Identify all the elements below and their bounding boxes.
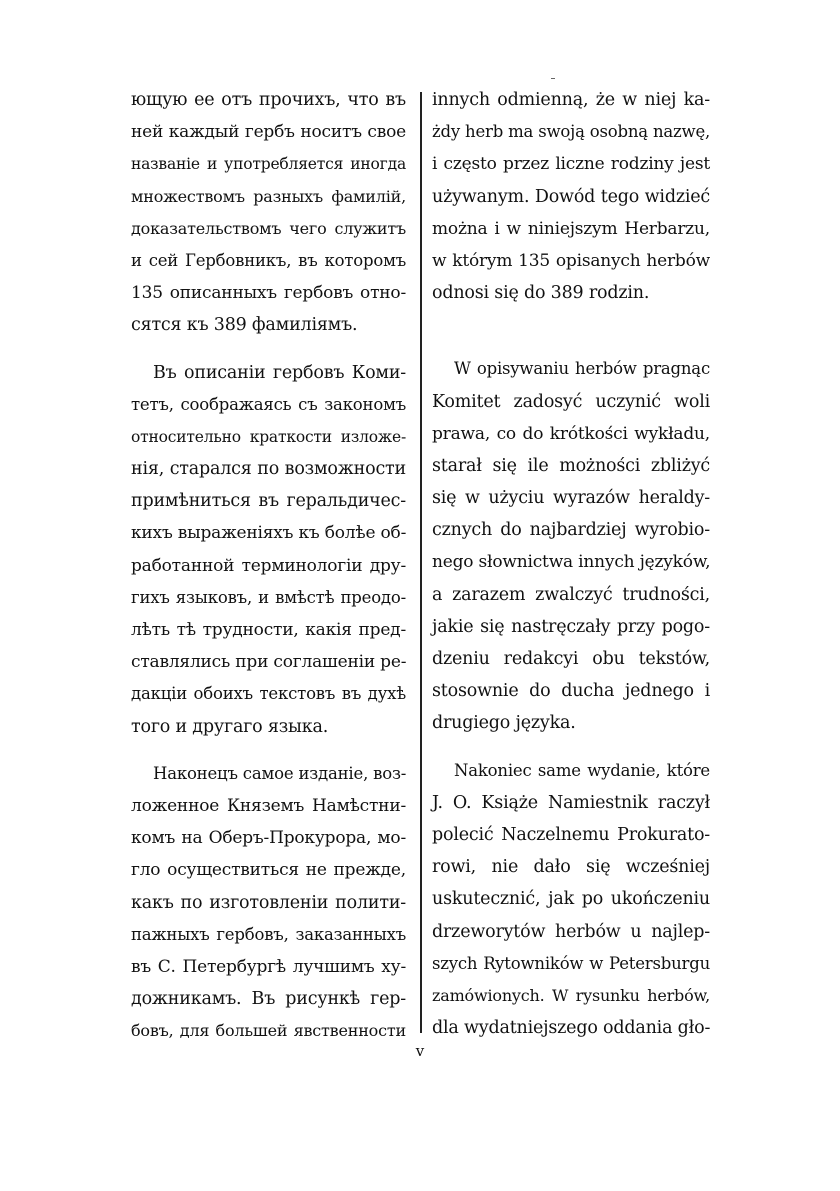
- text-line: ней каждый гербъ носитъ свое: [131, 122, 406, 143]
- text-line: тетъ, соображаясь съ закономъ: [131, 394, 406, 414]
- text-line: 135 описанныхъ гербовъ отно-: [131, 283, 406, 304]
- text-line: какъ по изготовленіи полити-: [131, 892, 406, 913]
- text-line: się w użyciu wyrazów heraldy-: [432, 488, 710, 509]
- russian-column: [131, 84, 406, 1047]
- text-line: polecić Naczelnemu Prokurato-: [432, 824, 710, 845]
- text-line: и сей Гербовникъ, въ которомъ: [131, 250, 406, 270]
- text-line: innych odmienną, że w niej ka-: [432, 90, 710, 110]
- text-line: drugiego języka.: [432, 713, 576, 734]
- text-line: w którym 135 opisanych herbów: [432, 250, 710, 271]
- text-line: работанной терминологіи дру-: [131, 555, 406, 576]
- text-line: dla wydatniejszego oddania gło-: [432, 1018, 711, 1039]
- text-line: a zarazem zwalczyć trudności,: [432, 584, 710, 605]
- text-line: ложенное Княземъ Намѣстни-: [131, 795, 406, 816]
- text-line: относительно краткости изложе-: [131, 427, 406, 446]
- text-line: cznych do najbardziej wyrobio-: [432, 520, 710, 541]
- text-line: нія, старался по возможности: [131, 459, 406, 480]
- text-line: W opisywaniu herbów pragnąc: [454, 359, 710, 379]
- text-line: Nakoniec same wydanie, które: [454, 760, 710, 780]
- text-line: кихъ выраженіяхъ къ болѣе об-: [131, 523, 407, 544]
- text-line: бовъ, для большей явственности: [131, 1021, 406, 1041]
- text-line: дакціи обоихъ текстовъ въ духѣ: [131, 684, 406, 704]
- text-line: множествомъ разныхъ фамилій,: [131, 186, 406, 206]
- text-line: szych Rytowników w Petersburgu: [432, 953, 710, 973]
- polish-column: [432, 84, 710, 1044]
- text-line: ставлялись при соглашеніи ре-: [131, 652, 407, 673]
- text-line: того и другаго языка.: [131, 716, 329, 737]
- text-line: rowi, nie dało się wcześniej: [432, 857, 710, 878]
- text-line: żdy herb ma swoją osobną nazwę,: [432, 122, 711, 142]
- ink-mark: [551, 78, 555, 79]
- text-line: доказательствомъ чего служитъ: [131, 218, 406, 238]
- text-line: stosownie do ducha jednego i: [432, 681, 710, 702]
- text-line: i często przez liczne rodziny jest: [432, 154, 710, 175]
- text-line: J. O. Książe Namiestnik raczył: [432, 792, 710, 813]
- text-line: starał się ile możności zbliżyć: [432, 455, 710, 476]
- text-line: пажныхъ гербовъ, заказанныхъ: [131, 924, 406, 944]
- text-line: гло осуществиться не прежде,: [131, 860, 406, 881]
- text-line: prawa, co do krótkości wykładu,: [432, 423, 710, 444]
- page-number: v: [415, 1042, 425, 1060]
- text-line: odnosi się do 389 rodzin.: [432, 283, 650, 304]
- text-line: комъ на Оберъ-Прокурора, мо-: [131, 828, 406, 849]
- text-line: uskutecznić, jak po ukończeniu: [432, 889, 710, 910]
- text-line: nego słownictwa innych języków,: [432, 552, 711, 573]
- text-line: jakie się nastręczały przy pogo-: [432, 616, 710, 637]
- text-line: лѣть тѣ трудности, какія пред-: [131, 620, 406, 640]
- text-line: używanym. Dowód tego widzieć: [432, 186, 710, 207]
- text-line: Наконецъ самое изданіе, воз-: [153, 763, 407, 783]
- text-line: сятся къ 389 фамиліямъ.: [131, 315, 358, 336]
- text-line: въ С. Петербургѣ лучшимъ ху-: [131, 956, 406, 977]
- text-line: drzeworytów herbów u najlep-: [432, 921, 710, 942]
- text-line: ющую ее отъ прочихъ, что въ: [131, 90, 406, 110]
- text-line: dzeniu redakcyi obu tekstów,: [432, 649, 710, 669]
- text-line: дожникамъ. Въ рисункѣ гер-: [131, 989, 406, 1010]
- column-divider: [420, 92, 422, 1033]
- text-line: zamówionych. W rysunku herbów,: [432, 985, 710, 1005]
- text-line: гихъ языковъ, и вмѣстѣ преодо-: [131, 587, 406, 607]
- text-line: примѣниться въ геральдичес-: [131, 491, 406, 512]
- text-line: названіе и употребляется иногда: [131, 155, 406, 174]
- text-line: Въ описаніи гербовъ Коми-: [153, 362, 406, 383]
- text-line: Komitet zadosyć uczynić woli: [432, 391, 710, 412]
- text-line: można i w niniejszym Herbarzu,: [432, 218, 710, 239]
